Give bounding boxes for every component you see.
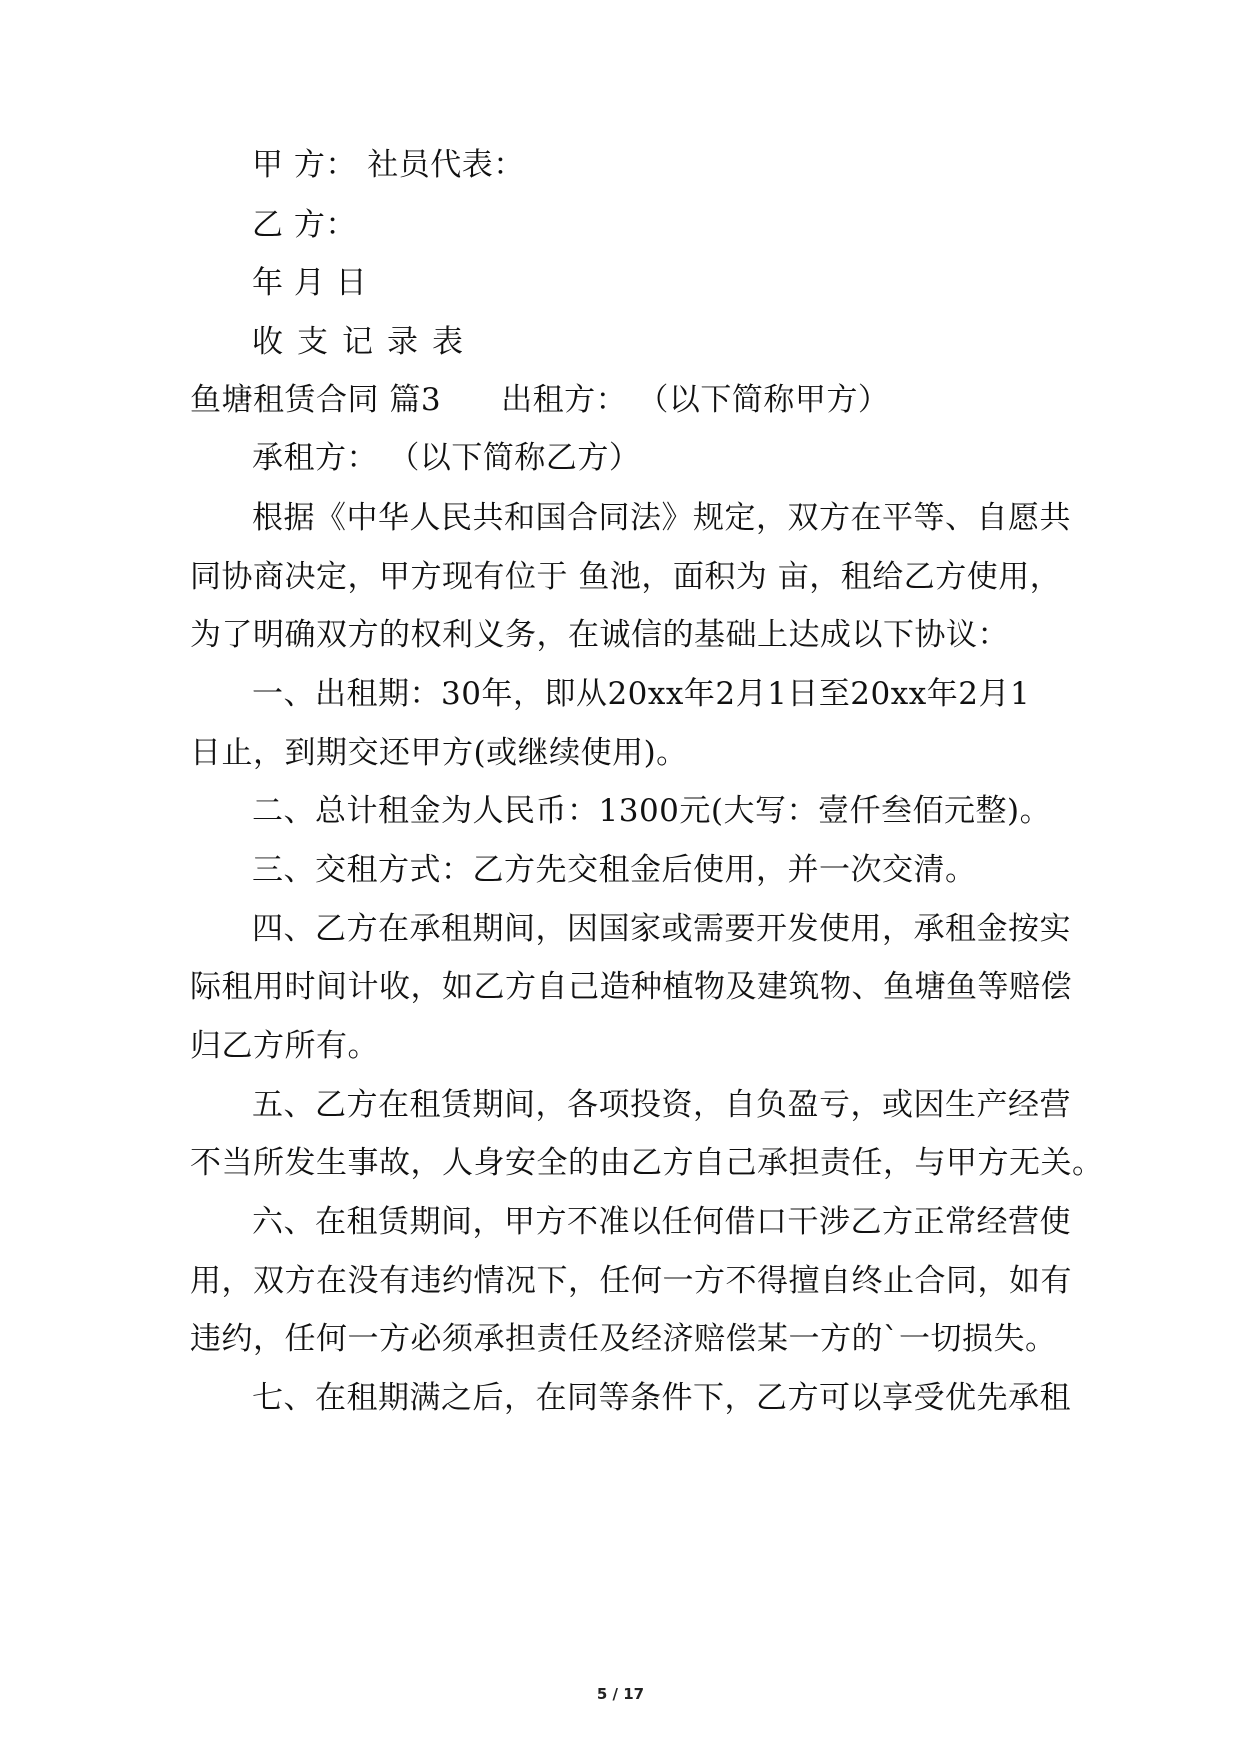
signature-date-line: 年 月 日 bbox=[252, 265, 368, 301]
body-line: 际租用时间计收，如乙方自己造种植物及建筑物、鱼塘鱼等赔偿 bbox=[190, 969, 1072, 1005]
record-table-title: 收支记录表 bbox=[252, 324, 477, 360]
body-line: 同协商决定，甲方现有位于 鱼池，面积为 亩，租给乙方使用， bbox=[190, 559, 1062, 595]
body-line: 六、在租赁期间，甲方不准以任何借口干涉乙方正常经营使 bbox=[252, 1204, 1071, 1240]
page-number: 5 / 17 bbox=[596, 1685, 645, 1703]
body-line: 七、在租期满之后，在同等条件下，乙方可以享受优先承租 bbox=[252, 1380, 1071, 1416]
contract-heading: 鱼塘租赁合同 篇3 bbox=[190, 382, 442, 418]
party-a-signature-line: 甲 方： 社员代表： bbox=[252, 147, 525, 183]
body-line: 三、交租方式：乙方先交租金后使用，并一次交清。 bbox=[252, 852, 977, 888]
body-line: 归乙方所有。 bbox=[190, 1028, 379, 1064]
body-line: 五、乙方在租赁期间，各项投资，自负盈亏，或因生产经营 bbox=[252, 1087, 1071, 1123]
party-b-signature-line: 乙 方： bbox=[252, 207, 357, 243]
body-line: 为了明确双方的权利义务，在诚信的基础上达成以下协议： bbox=[190, 617, 1009, 653]
lessor-line: 出租方： （以下简称甲方） bbox=[501, 382, 890, 418]
body-line: 用，双方在没有违约情况下，任何一方不得擅自终止合同，如有 bbox=[190, 1263, 1072, 1299]
body-line: 不当所发生事故，人身安全的由乙方自己承担责任，与甲方无关。 bbox=[190, 1145, 1104, 1181]
section-heading-line bbox=[190, 380, 889, 420]
body-line: 违约，任何一方必须承担责任及经济赔偿某一方的`一切损失。 bbox=[190, 1321, 1057, 1357]
body-line: 二、总计租金为人民币：1300元(大写：壹仟叁佰元整)。 bbox=[252, 793, 1052, 829]
lessee-line: 承租方： （以下简称乙方） bbox=[252, 440, 641, 476]
body-line: 根据《中华人民共和国合同法》规定，双方在平等、自愿共 bbox=[252, 500, 1071, 536]
body-line: 日止，到期交还甲方(或继续使用)。 bbox=[190, 735, 688, 771]
body-line: 一、出租期：30年，即从20xx年2月1日至20xx年2月1 bbox=[252, 676, 1031, 712]
body-line: 四、乙方在承租期间，因国家或需要开发使用，承租金按实 bbox=[252, 911, 1071, 947]
